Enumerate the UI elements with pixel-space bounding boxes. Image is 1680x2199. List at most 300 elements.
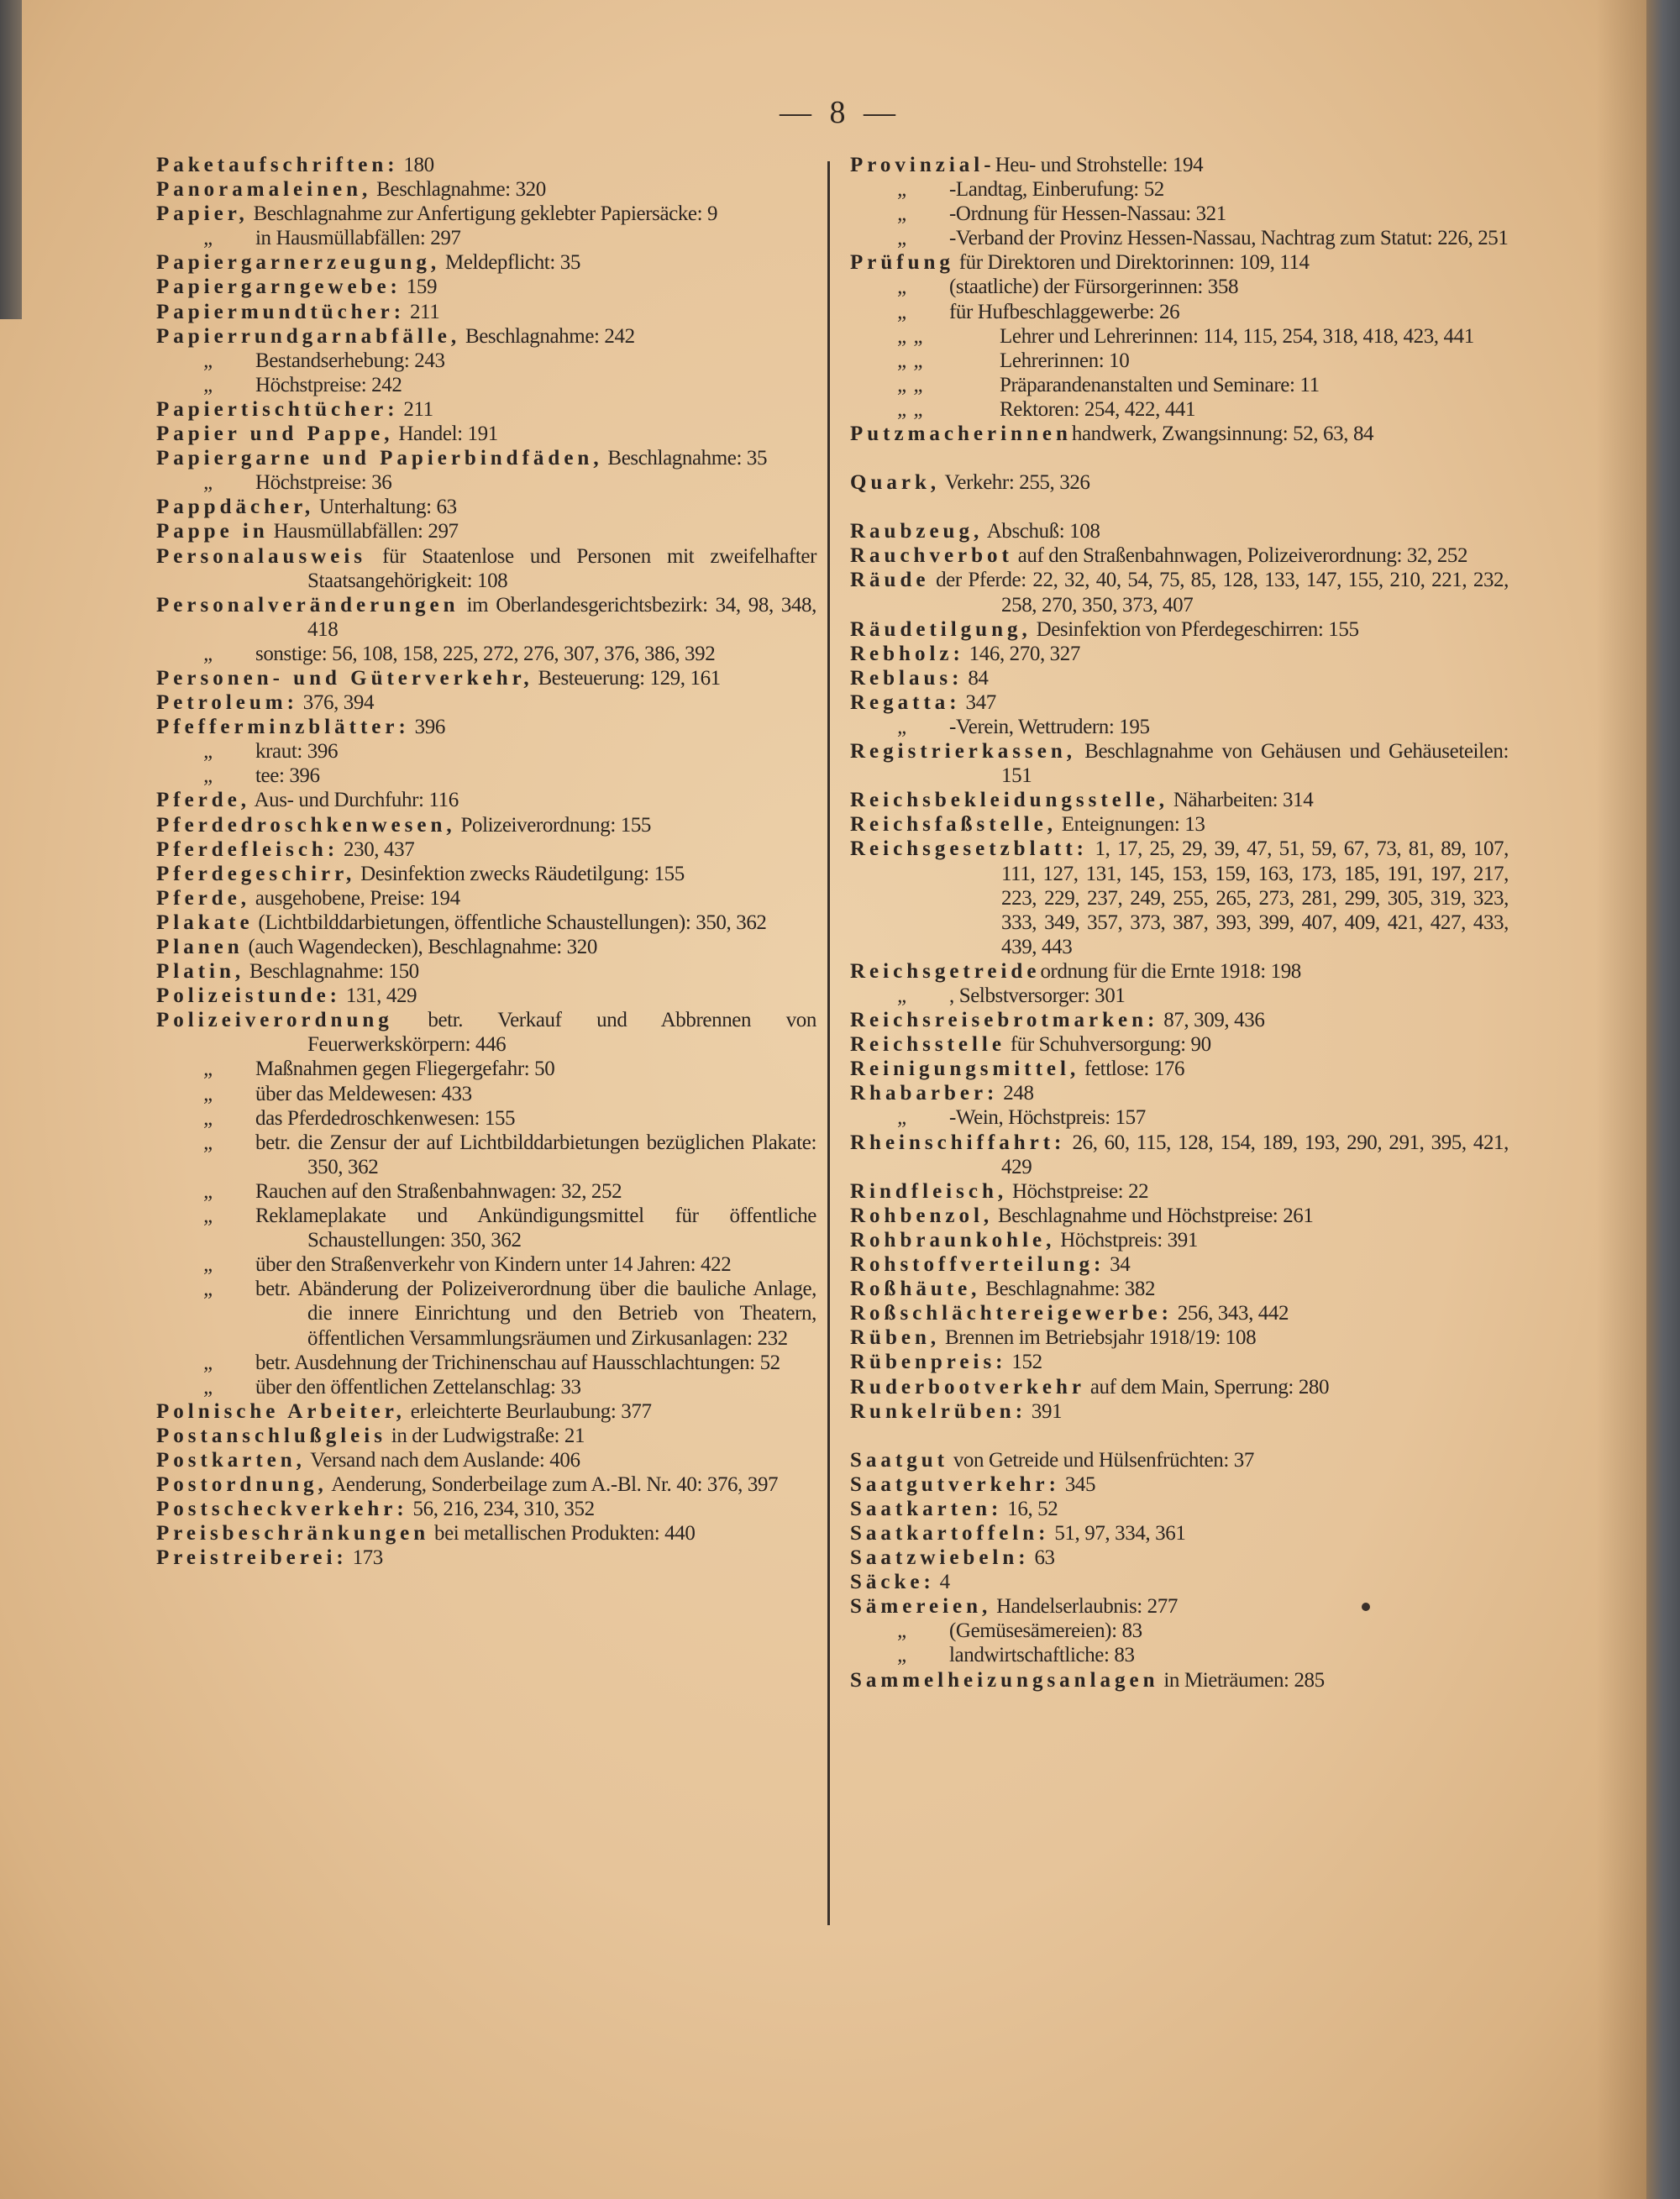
- index-entry: [850, 543, 1509, 568]
- index-references: 1, 17, 25, 29, 39, 47, 51, 59, 67, 73, 81, 89, 107, 111, 127, 131, 145, 153, 159, 163, 173, 185, 191, 197, 217, 223, 229, 237, 249, 255, 265, 273, 281, 299, 305, 319, 323, 333, 349, 357, 373, 387, 393, 399, 407, 409, 421, 427, 433, 439, 443: [1001, 837, 1509, 958]
- index-references: handwerk, Zwangsinnung: 52, 63, 84: [1071, 422, 1374, 446]
- index-references: Rektoren: 254, 422, 441: [1000, 397, 1196, 421]
- index-references: Handel: 191: [393, 422, 498, 446]
- index-entry: [156, 886, 816, 911]
- index-references: Abschuß: 108: [983, 520, 1100, 543]
- index-term: Paketaufschriften:: [156, 154, 399, 176]
- index-references: Beschlagnahme: 150: [244, 960, 419, 984]
- index-entry: [850, 1032, 1509, 1057]
- index-references: der Pferde: 22, 32, 40, 54, 75, 85, 128, 133, 147, 155, 210, 221, 232, 258, 270, 350, 373, 407: [929, 569, 1509, 617]
- index-references: im Oberlandesgerichtsbezirk: 34, 98, 348, 418: [307, 593, 816, 641]
- index-references: 211: [398, 397, 433, 421]
- index-term: Reichsgesetzblatt:: [850, 837, 1088, 861]
- ditto-mark: „: [897, 202, 909, 226]
- index-entry: [156, 1521, 816, 1546]
- index-entry: [156, 715, 816, 739]
- index-term: Papiermundtücher:: [156, 300, 406, 323]
- index-entry: [850, 1228, 1509, 1252]
- index-references: in Hausmüllabfällen: 297: [255, 227, 461, 250]
- index-term: Papiertischtücher:: [156, 397, 399, 421]
- index-term: Roßschlächtereigewerbe:: [850, 1302, 1173, 1325]
- index-references: 256, 343, 442: [1172, 1302, 1289, 1325]
- index-references: Desinfektion zwecks Räudetilgung: 155: [355, 862, 685, 885]
- index-references: Beschlagnahme von Gehäusen und Gehäuseteilen: 151: [1001, 740, 1509, 788]
- index-references: Aus- und Durchfuhr: 116: [250, 789, 459, 812]
- index-entry: [156, 519, 816, 543]
- index-entry: [850, 1375, 1509, 1399]
- index-entry: [850, 1668, 1509, 1693]
- index-references: von Getreide und Hülsenfrüchten: 37: [948, 1448, 1254, 1472]
- index-entry: [850, 666, 1509, 690]
- index-entry: [850, 788, 1509, 812]
- index-entry: [850, 250, 1509, 275]
- index-references: betr. die Zensur der auf Lichtbilddarbietungen bezüglichen Plakate: 350, 362: [255, 1131, 816, 1178]
- index-entry: [156, 422, 816, 446]
- ditto-mark: „: [203, 1351, 215, 1374]
- index-term: Papiergarne und Papierbindfäden,: [156, 447, 603, 470]
- index-references: 51, 97, 334, 361: [1049, 1521, 1186, 1545]
- index-references: kraut: 396: [255, 740, 339, 764]
- index-entry: [156, 1546, 816, 1570]
- ditto-mark: „: [203, 471, 215, 495]
- index-references: -Ordnung für Hessen-Nassau: 321: [949, 202, 1226, 226]
- index-references: Desinfektion von Pferdegeschirren: 155: [1031, 617, 1359, 641]
- ditto-mark: „: [203, 740, 215, 764]
- index-term: Rübenpreis:: [850, 1351, 1007, 1374]
- index-entry: [156, 1399, 816, 1424]
- index-term: Personalausweis: [156, 544, 366, 568]
- index-entry: [156, 984, 816, 1008]
- index-references: Hausmüllabfällen: 297: [268, 520, 459, 543]
- index-entry: [156, 177, 816, 202]
- ditto-mark: „: [203, 1278, 215, 1301]
- book-cover-edge-right: [1646, 0, 1680, 2199]
- ditto-mark: „: [897, 715, 909, 738]
- index-entry: [156, 1082, 816, 1106]
- index-term: Papier und Pappe,: [156, 422, 394, 446]
- index-term: Planen: [156, 936, 244, 958]
- index-term: Provinzial-: [850, 154, 995, 176]
- index-term: Reinigungsmittel,: [850, 1058, 1080, 1081]
- index-term: Saatgutverkehr:: [850, 1472, 1060, 1496]
- index-term: Räude: [850, 569, 930, 592]
- index-term: Putzmacherinnen: [850, 422, 1072, 446]
- ditto-mark: „: [897, 227, 909, 250]
- index-entry: [156, 349, 816, 373]
- index-term: Personen- und Güterverkehr,: [156, 666, 533, 690]
- index-term: Saatkarten:: [850, 1497, 1003, 1520]
- index-entry: [156, 959, 816, 984]
- index-references: 4: [934, 1571, 950, 1594]
- index-term: Preistreiberei:: [156, 1546, 348, 1570]
- index-references: für Schuhversorgung: 90: [1005, 1033, 1211, 1057]
- index-entry: [156, 739, 816, 764]
- index-references: Näharbeiten: 314: [1168, 789, 1314, 812]
- index-references: bei metallischen Produkten: 440: [429, 1522, 696, 1546]
- index-term: Prüfung: [850, 251, 954, 275]
- index-entry: [850, 1399, 1509, 1424]
- index-entry: [850, 153, 1509, 177]
- index-references: 376, 394: [297, 691, 375, 715]
- index-entry: [156, 813, 816, 837]
- ditto-mark: „ „: [897, 373, 925, 396]
- index-column-right: [850, 153, 1509, 1693]
- index-entry: [850, 617, 1509, 642]
- index-term: Reichsgetreide: [850, 959, 1041, 983]
- ditto-mark: „: [203, 373, 215, 396]
- index-term: Räudetilgung,: [850, 617, 1032, 641]
- index-references: 34: [1105, 1253, 1131, 1277]
- index-references: -Verein, Wettrudern: 195: [949, 715, 1150, 738]
- index-term: Preisbeschränkungen: [156, 1522, 430, 1546]
- index-entry: [156, 324, 816, 349]
- index-references: 146, 270, 327: [963, 642, 1080, 665]
- index-entry: [850, 812, 1509, 837]
- index-references: 173: [347, 1546, 383, 1570]
- index-references: Enteignungen: 13: [1056, 813, 1205, 837]
- index-entry: [850, 1057, 1509, 1081]
- index-entry: [156, 1424, 816, 1448]
- index-references: Besteuerung: 129, 161: [533, 666, 721, 690]
- ditto-mark: „: [897, 984, 909, 1007]
- index-entry: [156, 250, 816, 275]
- index-entry: [850, 1472, 1509, 1497]
- index-term: Reichsreisebrotmarken:: [850, 1009, 1159, 1032]
- index-term: Sämereien,: [850, 1595, 992, 1619]
- index-references: erleichterte Beurlaubung: 377: [405, 1399, 652, 1423]
- ditto-mark: „: [897, 300, 909, 323]
- index-entry: [156, 862, 816, 886]
- index-entry: [850, 349, 1509, 373]
- index-references: (Gemüsesämereien): 83: [949, 1619, 1142, 1643]
- index-references: Aenderung, Sonderbeilage zum A.-Bl. Nr. 40: 376, 397: [327, 1473, 779, 1497]
- index-references: fettlose: 176: [1079, 1058, 1185, 1081]
- index-references: (staatliche) der Fürsorgerinnen: 358: [949, 276, 1239, 299]
- index-entry: [850, 1179, 1509, 1204]
- index-entry: [850, 690, 1509, 715]
- index-entry: [156, 1057, 816, 1081]
- index-term: Postscheckverkehr:: [156, 1498, 408, 1521]
- index-references: 159: [401, 276, 438, 299]
- index-references: landwirtschaftliche: 83: [949, 1644, 1135, 1667]
- index-references: auf den Straßenbahnwagen, Polizeiverordnung: 32, 252: [1012, 544, 1468, 568]
- index-references: 63: [1029, 1546, 1055, 1570]
- index-entry: [156, 1351, 816, 1375]
- index-entry: [850, 519, 1509, 543]
- index-entry: [156, 1131, 816, 1179]
- index-entry: [156, 446, 816, 470]
- index-entry: [850, 226, 1509, 250]
- index-term: Postkarten,: [156, 1448, 306, 1472]
- index-references: -Landtag, Einberufung: 52: [949, 178, 1164, 202]
- ditto-mark: „ „: [897, 349, 925, 372]
- index-references: Meldepflicht: 35: [440, 251, 580, 275]
- index-term: Roßhäute,: [850, 1278, 981, 1301]
- index-references: für Hufbeschlaggewerbe: 26: [949, 300, 1180, 323]
- index-references: (Lichtbilddarbietungen, öffentliche Schaustellungen): 350, 362: [253, 911, 767, 934]
- index-entry: [156, 470, 816, 495]
- index-term: Plakate: [156, 911, 254, 934]
- index-term: Raubzeug,: [850, 520, 984, 543]
- page-number: — 8 —: [780, 95, 900, 130]
- ditto-mark: „: [897, 1619, 909, 1643]
- index-references: Höchstpreis: 391: [1055, 1228, 1198, 1252]
- index-term: Papierrundgarnabfälle,: [156, 324, 461, 348]
- index-entry: [850, 275, 1509, 299]
- index-references: 87, 309, 436: [1158, 1009, 1265, 1032]
- index-term: Pferdefleisch:: [156, 837, 339, 861]
- index-term: Rauchverbot: [850, 544, 1013, 568]
- index-entry: [156, 788, 816, 812]
- column-divider: [827, 161, 830, 1925]
- index-references: 152: [1006, 1351, 1042, 1374]
- index-entry: [850, 837, 1509, 958]
- index-references: Maßnahmen gegen Fliegergefahr: 50: [255, 1058, 555, 1081]
- index-references: betr. Verkauf und Abbrennen von Feuerwerkskörpern: 446: [307, 1009, 816, 1057]
- index-references: Höchstpreise: 36: [255, 471, 392, 495]
- index-entry: [850, 1643, 1509, 1667]
- index-references: Beschlagnahme: 382: [980, 1278, 1156, 1301]
- ditto-mark: „ „: [897, 397, 925, 421]
- index-references: 396: [409, 716, 445, 739]
- index-term: Rüben,: [850, 1326, 941, 1350]
- index-entry: [850, 1448, 1509, 1472]
- index-term: Rhabarber:: [850, 1082, 999, 1105]
- index-references: das Pferdedroschkenwesen: 155: [255, 1106, 516, 1130]
- index-entry: [156, 764, 816, 788]
- index-term: Regatta:: [850, 690, 961, 714]
- index-entry: [850, 1497, 1509, 1521]
- index-entry: [156, 275, 816, 299]
- index-entry: [156, 1497, 816, 1521]
- index-references: , Selbstversorger: 301: [949, 984, 1126, 1007]
- index-term: Registrierkassen,: [850, 740, 1076, 764]
- index-term: Papiergarngewebe:: [156, 276, 402, 299]
- index-references: ordnung für die Ernte 1918: 198: [1040, 959, 1301, 983]
- index-entry: [850, 1594, 1509, 1619]
- index-entry: [850, 1008, 1509, 1032]
- ditto-mark: „: [203, 1375, 215, 1399]
- index-entry: [850, 959, 1509, 984]
- index-entry: [850, 422, 1509, 446]
- index-entry: [156, 911, 816, 935]
- ditto-mark: „: [203, 764, 215, 788]
- index-entry: [850, 1570, 1509, 1594]
- index-term: Papier,: [156, 202, 249, 226]
- index-term: Runkelrüben:: [850, 1399, 1027, 1423]
- index-references: auf dem Main, Sperrung: 280: [1084, 1375, 1330, 1399]
- index-entry: [850, 202, 1509, 226]
- index-entry: [850, 739, 1509, 788]
- index-term: Säcke:: [850, 1571, 935, 1594]
- index-references: 26, 60, 115, 128, 154, 189, 193, 290, 291, 395, 421, 429: [1001, 1131, 1509, 1178]
- index-term: Reichsbekleidungsstelle,: [850, 789, 1169, 812]
- index-entry: [156, 153, 816, 177]
- index-entry: [156, 666, 816, 690]
- index-entry: [156, 1252, 816, 1277]
- ditto-mark: „: [897, 1106, 909, 1130]
- index-term: Quark,: [850, 471, 941, 495]
- index-term: Papiergarnerzeugung,: [156, 251, 441, 275]
- index-term: Sammelheizungsanlagen: [850, 1668, 1159, 1692]
- book-cover-edge-left: [0, 0, 22, 319]
- index-term: Rohbenzol,: [850, 1204, 994, 1227]
- index-references: betr. Abänderung der Polizeiverordnung über die bauliche Anlage, die innere Einrichtung und den Betrieb von Theatern, öffentlichen Versammlungsräumen und Zirkusanlagen: 232: [255, 1278, 816, 1350]
- index-term: Saatgut: [850, 1448, 948, 1472]
- index-term: Reblaus:: [850, 666, 963, 690]
- index-term: Polnische Arbeiter,: [156, 1399, 406, 1423]
- index-references: Bestandserhebung: 243: [255, 349, 445, 372]
- index-entry: [850, 1204, 1509, 1228]
- index-term: Rohbraunkohle,: [850, 1228, 1056, 1252]
- ditto-mark: „: [897, 178, 909, 202]
- ditto-mark: „: [203, 1058, 215, 1081]
- index-references: 56, 216, 234, 310, 352: [407, 1498, 595, 1521]
- index-entry: [156, 690, 816, 715]
- index-entry: [850, 1546, 1509, 1570]
- index-entry: [156, 1179, 816, 1204]
- index-entry: [156, 300, 816, 324]
- index-references: Polizeiverordnung: 155: [455, 813, 652, 837]
- index-references: 230, 437: [339, 837, 415, 861]
- index-references: in Mieträumen: 285: [1158, 1668, 1325, 1692]
- index-references: über den öffentlichen Zettelanschlag: 33: [255, 1375, 581, 1399]
- index-term: Pferde,: [156, 886, 251, 910]
- index-term: Pfefferminzblätter:: [156, 716, 410, 739]
- index-entry: [156, 1204, 816, 1252]
- index-references: Lehrer und Lehrerinnen: 114, 115, 254, 318, 418, 423, 441: [1000, 324, 1474, 348]
- ditto-mark: „: [203, 1204, 215, 1228]
- index-references: für Staatenlose und Personen mit zweifelhafter Staatsangehörigkeit: 108: [307, 544, 816, 592]
- index-entry: [156, 1106, 816, 1131]
- index-entry: [850, 568, 1509, 617]
- index-references: Handelserlaubnis: 277: [991, 1595, 1178, 1619]
- index-entry: [850, 1105, 1509, 1130]
- index-term: Pferde,: [156, 789, 251, 812]
- index-term: Rohstoffverteilung:: [850, 1253, 1105, 1277]
- index-term: Postanschlußgleis: [156, 1424, 386, 1447]
- index-references: 345: [1059, 1472, 1096, 1496]
- index-references: Reklameplakate und Ankündigungsmittel für öffentliche Schaustellungen: 350, 362: [255, 1204, 816, 1252]
- index-references: 131, 429: [341, 984, 417, 1008]
- index-entry: [850, 715, 1509, 739]
- index-entry: [156, 935, 816, 959]
- index-entry: [156, 1375, 816, 1399]
- index-entry: [850, 397, 1509, 422]
- index-term: Platin,: [156, 960, 245, 984]
- index-references: Lehrerinnen: 10: [1000, 349, 1130, 372]
- index-term: Saatzwiebeln:: [850, 1546, 1030, 1570]
- index-entry: [156, 1277, 816, 1350]
- index-term: Pappdächer,: [156, 496, 315, 519]
- index-references: 391: [1026, 1399, 1063, 1423]
- index-references: Höchstpreise: 242: [255, 373, 402, 396]
- index-references: in der Ludwigstraße: 21: [386, 1424, 585, 1447]
- index-references: Höchstpreise: 22: [1007, 1179, 1149, 1203]
- index-entry: [850, 642, 1509, 666]
- ditto-mark: „: [203, 1131, 215, 1154]
- index-references: 180: [398, 154, 434, 176]
- index-entry: [156, 397, 816, 422]
- index-term: Panoramaleinen,: [156, 178, 372, 202]
- index-entry: [156, 1472, 816, 1497]
- index-entry: [850, 470, 1509, 495]
- index-entry: [850, 1350, 1509, 1374]
- index-term: Reichsstelle: [850, 1033, 1005, 1057]
- index-references: -Verband der Provinz Hessen-Nassau, Nachtrag zum Statut: 226, 251: [949, 227, 1509, 250]
- index-column-left: [156, 153, 816, 1570]
- ditto-mark: „: [203, 349, 215, 372]
- index-entry: [850, 1325, 1509, 1350]
- index-references: ausgehobene, Preise: 194: [250, 886, 460, 910]
- index-references: über den Straßenverkehr von Kindern unter 14 Jahren: 422: [255, 1253, 732, 1277]
- index-term: Polizeistunde:: [156, 984, 341, 1008]
- index-references: tee: 396: [255, 764, 320, 788]
- index-references: für Direktoren und Direktorinnen: 109, 114: [953, 251, 1310, 275]
- index-term: Reichsfaßstelle,: [850, 813, 1057, 837]
- index-references: Versand nach dem Auslande: 406: [305, 1448, 580, 1472]
- index-term: Pferdedroschkenwesen,: [156, 813, 456, 837]
- index-entry: [850, 1252, 1509, 1277]
- ditto-mark: „: [897, 1644, 909, 1667]
- index-references: Präparandenanstalten und Seminare: 11: [1000, 373, 1320, 396]
- index-entry: [156, 544, 816, 593]
- ditto-mark: „: [203, 1253, 215, 1277]
- page-edge-shadow: [1596, 0, 1646, 2199]
- index-references: 211: [405, 300, 440, 323]
- index-term: Pappe in: [156, 520, 269, 543]
- index-entry: [156, 202, 816, 226]
- index-references: Beschlagnahme und Höchstpreise: 261: [993, 1204, 1314, 1227]
- index-entry: [850, 1521, 1509, 1546]
- index-references: Rauchen auf den Straßenbahnwagen: 32, 252: [255, 1179, 622, 1203]
- index-term: Personalveränderungen: [156, 593, 459, 617]
- index-references: Brennen im Betriebsjahr 1918/19: 108: [940, 1326, 1257, 1350]
- index-entry: [850, 300, 1509, 324]
- index-entry: [850, 373, 1509, 397]
- index-entry: [850, 1131, 1509, 1179]
- index-references: Verkehr: 255, 326: [940, 471, 1090, 495]
- index-entry: [156, 593, 816, 642]
- index-term: Rebholz:: [850, 642, 964, 665]
- ditto-mark: „: [203, 642, 215, 665]
- index-entry: [850, 984, 1509, 1008]
- index-references: Beschlagnahme: 35: [602, 447, 768, 470]
- index-term: Petroleum:: [156, 691, 298, 715]
- ditto-mark: „: [203, 227, 215, 250]
- index-references: Beschlagnahme zur Anfertigung geklebter Papiersäcke: 9: [248, 202, 718, 226]
- index-entry: [156, 1448, 816, 1472]
- ditto-mark: „: [203, 1082, 215, 1105]
- index-entry: [156, 837, 816, 862]
- index-references: Heu- und Strohstelle: 194: [995, 154, 1204, 176]
- index-term: Polizeiverordnung: [156, 1009, 393, 1032]
- index-references: -Wein, Höchstpreis: 157: [949, 1106, 1146, 1130]
- index-references: Beschlagnahme: 242: [460, 324, 635, 348]
- index-entry: [156, 642, 816, 666]
- ditto-mark: „: [203, 1179, 215, 1203]
- index-references: sonstige: 56, 108, 158, 225, 272, 276, 307, 376, 386, 392: [255, 642, 716, 665]
- index-term: Ruderbootverkehr: [850, 1375, 1085, 1399]
- index-term: Rindfleisch,: [850, 1179, 1008, 1203]
- index-entry: [850, 1277, 1509, 1301]
- index-references: 248: [998, 1082, 1034, 1105]
- index-references: Unterhaltung: 63: [314, 496, 457, 519]
- ditto-mark: „: [203, 1106, 215, 1130]
- index-entry: [156, 373, 816, 397]
- index-term: Pferdegeschirr,: [156, 862, 356, 885]
- index-entry: [850, 1301, 1509, 1325]
